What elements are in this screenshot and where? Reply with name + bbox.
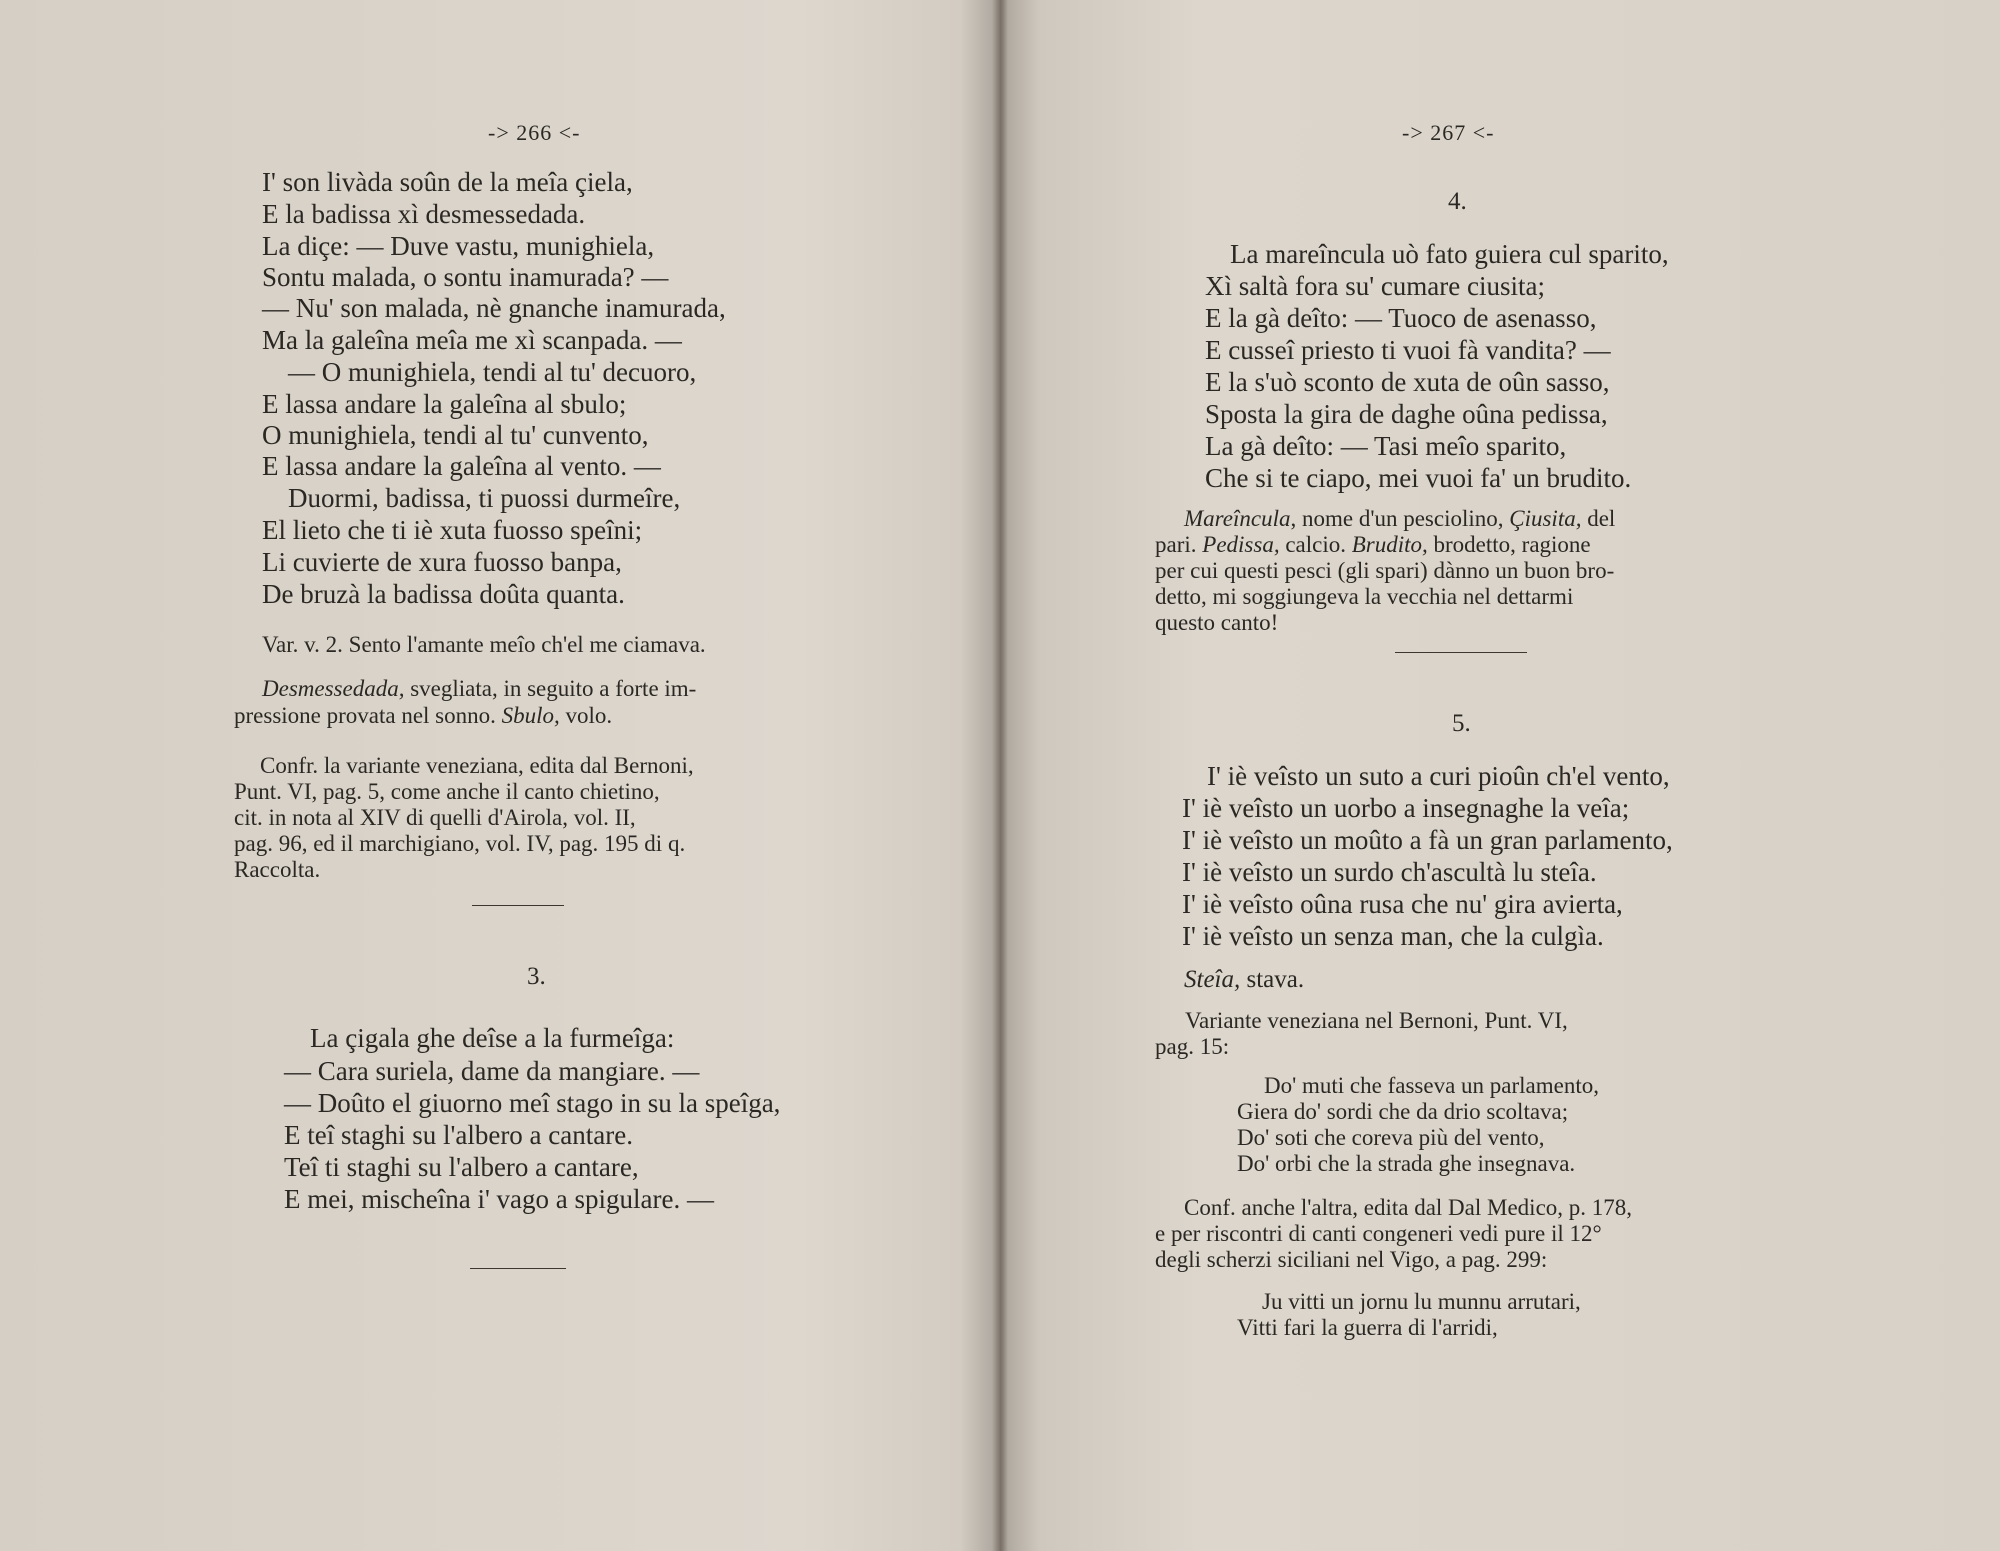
poem-line: La mareîncula uò fato guiera cul sparito,	[1230, 239, 1669, 269]
poem-line: — Doûto el giuorno meî stago in su la speîga,	[284, 1088, 781, 1118]
gloss-line	[1184, 964, 1304, 996]
poem-line: La diçe: — Duve vastu, munighiela,	[262, 231, 655, 261]
poem-line: I' son livàda soûn de la meîa çiela,	[262, 167, 633, 197]
poem-line: I' iè veîsto un uorbo a insegnaghe la veîa;	[1182, 793, 1630, 823]
poem-line: Ma la galeîna meîa me xì scanpada. —	[262, 325, 682, 355]
poem-line: E cusseî priesto ti vuoi fà vandita? —	[1205, 335, 1611, 365]
section-number: 3.	[527, 963, 546, 990]
poem-line: I' iè veîsto un surdo ch'ascultà lu steîa.	[1182, 857, 1597, 887]
poem-line: Teî ti staghi su l'albero a cantare,	[284, 1152, 639, 1182]
confr-line: cit. in nota al XIV di quelli d'Airola, vol. II,	[234, 805, 636, 830]
section-divider	[472, 905, 564, 906]
confr-line: Confr. la variante veneziana, edita dal Bernoni,	[260, 753, 694, 778]
variant-verse: Do' muti che fasseva un parlamento,	[1264, 1073, 1599, 1098]
poem-line: E lassa andare la galeîna al vento. —	[262, 451, 661, 481]
note-line: per cui questi pesci (gli spari) dànno un buon bro-	[1155, 558, 1615, 583]
note-term: Pedissa,	[1202, 532, 1280, 557]
gloss-line	[234, 702, 612, 729]
note-text: del	[1581, 506, 1616, 531]
note-term: Brudito,	[1351, 532, 1428, 557]
gloss-term: Sbulo,	[501, 703, 560, 728]
poem-line: E lassa andare la galeîna al sbulo;	[262, 389, 627, 419]
poem-line: I' iè veîsto un moûto a fà un gran parlamento,	[1182, 825, 1673, 855]
confr-line: Raccolta.	[234, 857, 321, 882]
variant-verse: Do' orbi che la strada ghe insegnava.	[1237, 1151, 1576, 1176]
gloss-term: Steîa,	[1184, 966, 1241, 993]
sicilian-line: Ju vitti un jornu lu munnu arrutari,	[1262, 1289, 1581, 1314]
poem-line: De bruzà la badissa doûta quanta.	[262, 579, 625, 609]
poem-line: E teî staghi su l'albero a cantare.	[284, 1120, 633, 1150]
variant-verse: Do' soti che coreva più del vento,	[1237, 1125, 1545, 1150]
poem-line: I' iè veîsto un suto a curi pioûn ch'el vento,	[1207, 761, 1670, 791]
note-text: calcio.	[1279, 532, 1352, 557]
section-divider	[1395, 652, 1527, 653]
poem-line: El lieto che ti iè xuta fuosso speîni;	[262, 515, 643, 545]
conf-line: degli scherzi siciliani nel Vigo, a pag. 299:	[1155, 1247, 1548, 1272]
page-number-right: -> 267 <-	[1402, 120, 1495, 145]
note-line	[1184, 505, 1615, 532]
gloss-text: volo.	[559, 703, 613, 728]
poem-line: E mei, mischeîna i' vago a spigulare. —	[284, 1184, 714, 1214]
note-line: questo canto!	[1155, 610, 1279, 635]
sicilian-line: Vitti fari la guerra di l'arridi,	[1237, 1315, 1498, 1340]
poem-line: E la badissa xì desmessedada.	[262, 199, 586, 229]
poem-line: O munighiela, tendi al tu' cunvento,	[262, 420, 649, 450]
poem-line: Xì saltà fora su' cumare ciusita;	[1205, 271, 1545, 301]
conf-line: e per riscontri di canti congeneri vedi pure il 12°	[1155, 1221, 1602, 1246]
poem-line: — Cara suriela, dame da mangiare. —	[284, 1056, 700, 1086]
poem-line: Che si te ciapo, mei vuoi fa' un brudito.	[1205, 463, 1632, 493]
variant-intro: pag. 15:	[1155, 1034, 1230, 1059]
variant-intro: Variante veneziana nel Bernoni, Punt. VI,	[1185, 1008, 1568, 1033]
gloss-text: pressione provata nel sonno.	[234, 703, 502, 728]
poem-line: I' iè veîsto un senza man, che la culgìa.	[1182, 921, 1604, 951]
confr-line: pag. 96, ed il marchigiano, vol. IV, pag. 195 di q.	[234, 831, 686, 856]
note-term: Çiusita,	[1509, 506, 1582, 531]
gloss-text: svegliata, in seguito a forte im-	[404, 676, 697, 701]
poem-line: Sposta la gira de daghe oûna pedissa,	[1205, 399, 1608, 429]
poem-line: La çigala ghe deîse a la furmeîga:	[310, 1023, 675, 1053]
note-line	[1155, 531, 1591, 558]
poem-line: E la s'uò sconto de xuta de oûn sasso,	[1205, 367, 1610, 397]
note-term: Mareîncula	[1184, 506, 1291, 531]
poem-line: — O munighiela, tendi al tu' decuoro,	[288, 357, 697, 387]
gloss-text: stava.	[1240, 966, 1305, 993]
variant-verse: Giera do' sordi che da drio scoltava;	[1237, 1099, 1569, 1124]
section-number: 5.	[1452, 710, 1471, 737]
gloss-line	[262, 675, 696, 702]
note-line: detto, mi soggiungeva la vecchia nel dettarmi	[1155, 584, 1574, 609]
poem-line: I' iè veîsto oûna rusa che nu' gira avierta,	[1182, 889, 1623, 919]
poem-line: Sontu malada, o sontu inamurada? —	[262, 262, 669, 292]
poem-line: La gà deîto: — Tasi meîo sparito,	[1205, 431, 1567, 461]
page-number-left: -> 266 <-	[488, 120, 581, 145]
right-page	[1000, 0, 2000, 1551]
note-text: pari.	[1155, 532, 1203, 557]
note-text: , nome d'un pesciolino,	[1290, 506, 1510, 531]
conf-line: Conf. anche l'altra, edita dal Dal Medico, p. 178,	[1184, 1195, 1633, 1220]
poem-line: Li cuvierte de xura fuosso banpa,	[262, 547, 622, 577]
section-number: 4.	[1448, 188, 1467, 215]
poem-line: E la gà deîto: — Tuoco de asenasso,	[1205, 303, 1597, 333]
confr-line: Punt. VI, pag. 5, come anche il canto chietino,	[234, 779, 660, 804]
section-divider	[470, 1268, 566, 1269]
poem-line: — Nu' son malada, nè gnanche inamurada,	[262, 293, 726, 323]
poem-line: Duormi, badissa, ti puossi durmeîre,	[288, 483, 681, 513]
note-text: brodetto, ragione	[1427, 532, 1591, 557]
variant-line: Var. v. 2. Sento l'amante meîo ch'el me ciamava.	[262, 632, 706, 657]
gloss-term: Desmessedada,	[262, 676, 405, 701]
